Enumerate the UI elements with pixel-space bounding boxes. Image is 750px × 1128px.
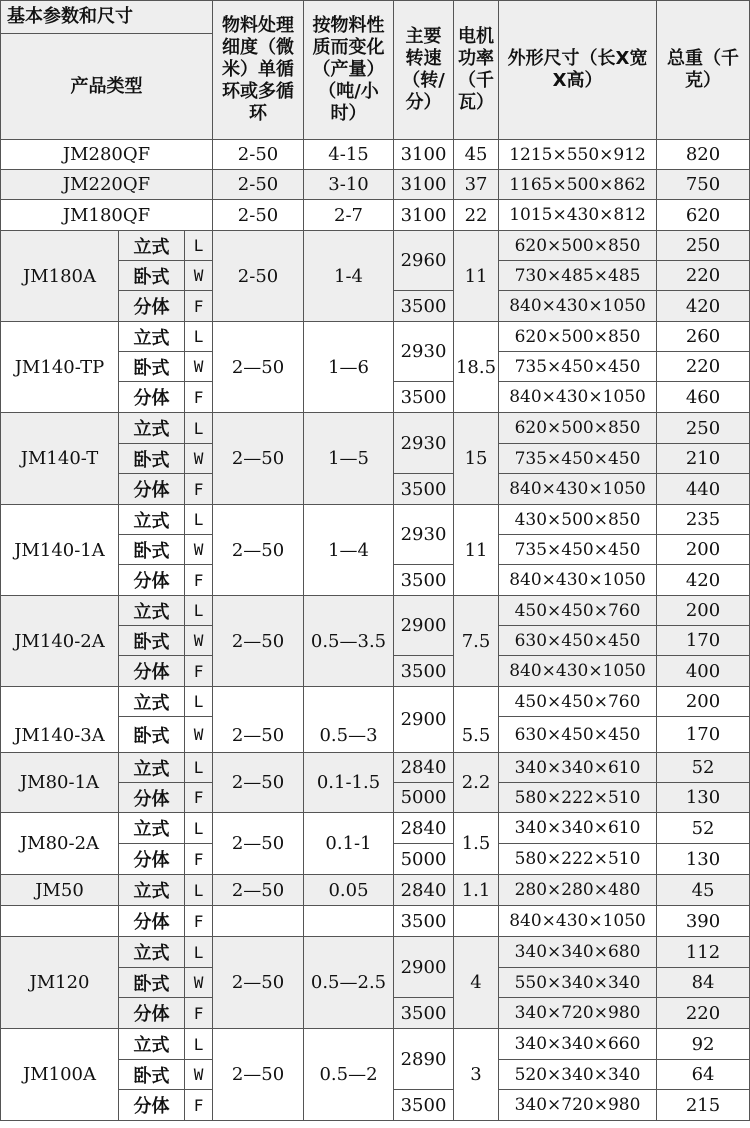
- fineness-value: 2-50: [213, 170, 304, 200]
- weight-value: 200: [657, 596, 750, 626]
- table-row: [1, 596, 750, 626]
- power-value: 4: [454, 937, 499, 1029]
- fineness-value: 2—50: [213, 753, 304, 813]
- capacity-value: 2-7: [304, 200, 394, 231]
- table-row: [1, 753, 750, 783]
- power-header: 电机功率（千瓦）: [454, 1, 499, 140]
- dimensions-value: 450×450×760: [499, 596, 657, 626]
- mode-label: 分体: [119, 783, 185, 813]
- power-value: 11: [454, 231, 499, 322]
- speed-value: 2840: [394, 813, 454, 844]
- mode-code: L: [185, 505, 213, 535]
- speed-value: 3500: [394, 656, 454, 687]
- fineness-value: 2—50: [213, 596, 304, 687]
- capacity-value: 0.1-1: [304, 813, 394, 875]
- speed-value: 2930: [394, 413, 454, 474]
- table-row: [1, 170, 750, 200]
- dimensions-value: 630×450×450: [499, 626, 657, 656]
- weight-value: 250: [657, 231, 750, 261]
- fineness-value: 2—50: [213, 937, 304, 1029]
- speed-value: 3500: [394, 382, 454, 413]
- speed-value: 2890: [394, 1029, 454, 1090]
- weight-value: 170: [657, 717, 750, 753]
- mode-label: 立式: [119, 413, 185, 444]
- power-value: 7.5: [454, 596, 499, 687]
- weight-value: 170: [657, 626, 750, 656]
- weight-value: 220: [657, 998, 750, 1029]
- fineness-value: 2—50: [213, 322, 304, 413]
- speed-value: 2840: [394, 753, 454, 783]
- fineness-value: 2—50: [213, 813, 304, 875]
- speed-value: 2930: [394, 505, 454, 565]
- weight-value: 130: [657, 783, 750, 813]
- mode-code: W: [185, 535, 213, 565]
- product-model: JM80-1A: [1, 753, 119, 813]
- mode-code: L: [185, 753, 213, 783]
- speed-value: 2960: [394, 231, 454, 291]
- mode-code: F: [185, 382, 213, 413]
- mode-label: 卧式: [119, 717, 185, 753]
- weight-value: 460: [657, 382, 750, 413]
- mode-label: 立式: [119, 875, 185, 906]
- speed-value: 3500: [394, 906, 454, 937]
- dimensions-value: 430×500×850: [499, 505, 657, 535]
- weight-value: 64: [657, 1060, 750, 1090]
- capacity-value: 0.5—3.5: [304, 596, 394, 687]
- dimensions-value: 735×450×450: [499, 352, 657, 382]
- mode-code: F: [185, 1090, 213, 1121]
- mode-code: L: [185, 596, 213, 626]
- dimensions-value: 620×500×850: [499, 322, 657, 352]
- capacity-value: 1—5: [304, 413, 394, 505]
- speed-value: 2930: [394, 322, 454, 382]
- dimensions-value: 735×450×450: [499, 444, 657, 474]
- mode-label: 分体: [119, 565, 185, 596]
- product-model: JM120: [1, 937, 119, 1029]
- weight-value: 220: [657, 261, 750, 291]
- mode-code: W: [185, 261, 213, 291]
- power-value: 5.5: [454, 687, 499, 753]
- dimensions-value: 620×500×850: [499, 413, 657, 444]
- mode-label: 立式: [119, 231, 185, 261]
- speed-value: 2840: [394, 875, 454, 906]
- power-value: 45: [454, 140, 499, 170]
- capacity-value: 0.5—2: [304, 1029, 394, 1121]
- fineness-value: 2-50: [213, 200, 304, 231]
- dimensions-value: 1165×500×862: [499, 170, 657, 200]
- mode-code: W: [185, 352, 213, 382]
- mode-label: 分体: [119, 1090, 185, 1121]
- table-row: [1, 200, 750, 231]
- mode-label: 立式: [119, 937, 185, 968]
- speed-value: 2900: [394, 937, 454, 998]
- weight-value: 200: [657, 535, 750, 565]
- mode-label: 立式: [119, 1029, 185, 1060]
- weight-value: 750: [657, 170, 750, 200]
- dimensions-value: 280×280×480: [499, 875, 657, 906]
- speed-value: 3100: [394, 140, 454, 170]
- mode-label: 卧式: [119, 968, 185, 998]
- mode-code: F: [185, 998, 213, 1029]
- table-row: [1, 1029, 750, 1060]
- capacity-value: 1-4: [304, 231, 394, 322]
- weight-value: 200: [657, 687, 750, 717]
- capacity-value: 0.1-1.5: [304, 753, 394, 813]
- mode-label: 立式: [119, 813, 185, 844]
- weight-value: 235: [657, 505, 750, 535]
- mode-label: 立式: [119, 687, 185, 717]
- speed-value: 5000: [394, 844, 454, 875]
- weight-value: 52: [657, 753, 750, 783]
- mode-code: L: [185, 937, 213, 968]
- mode-code: W: [185, 444, 213, 474]
- table-row: [1, 505, 750, 535]
- mode-code: W: [185, 968, 213, 998]
- product-model: JM140-2A: [1, 596, 119, 687]
- dimensions-value: 340×340×610: [499, 753, 657, 783]
- dimensions-value: 550×340×340: [499, 968, 657, 998]
- weight-value: 215: [657, 1090, 750, 1121]
- weight-value: 250: [657, 413, 750, 444]
- fineness-value: 2—50: [213, 505, 304, 596]
- power-empty: [454, 906, 499, 937]
- product-type-header: 产品类型: [1, 34, 213, 140]
- capacity-value: 1—6: [304, 322, 394, 413]
- dimensions-value: 340×340×680: [499, 937, 657, 968]
- power-value: 11: [454, 505, 499, 596]
- speed-value: 3500: [394, 474, 454, 505]
- fineness-value: 2—50: [213, 1029, 304, 1121]
- dimensions-value: 580×222×510: [499, 844, 657, 875]
- mode-code: L: [185, 413, 213, 444]
- mode-code: F: [185, 291, 213, 322]
- mode-label: 卧式: [119, 261, 185, 291]
- dimensions-value: 450×450×760: [499, 687, 657, 717]
- weight-value: 390: [657, 906, 750, 937]
- weight-value: 620: [657, 200, 750, 231]
- mode-code: W: [185, 1060, 213, 1090]
- mode-code: L: [185, 813, 213, 844]
- dimensions-value: 580×222×510: [499, 783, 657, 813]
- speed-value: 2900: [394, 687, 454, 753]
- mode-code: L: [185, 1029, 213, 1060]
- capacity-value: 3-10: [304, 170, 394, 200]
- power-value: 1.5: [454, 813, 499, 875]
- power-value: 2.2: [454, 753, 499, 813]
- dimensions-value: 340×340×660: [499, 1029, 657, 1060]
- dimensions-value: 340×720×980: [499, 1090, 657, 1121]
- dimensions-value: 1215×550×912: [499, 140, 657, 170]
- product-model: JM50: [1, 875, 119, 906]
- fineness-value: 2—50: [213, 413, 304, 505]
- fineness-value: 2—50: [213, 687, 304, 753]
- product-model: JM80-2A: [1, 813, 119, 875]
- dimensions-value: 520×340×340: [499, 1060, 657, 1090]
- capacity-empty: [304, 906, 394, 937]
- mode-label: 卧式: [119, 626, 185, 656]
- speed-value: 5000: [394, 783, 454, 813]
- mode-code: L: [185, 875, 213, 906]
- mode-label: 分体: [119, 906, 185, 937]
- speed-value: 3100: [394, 170, 454, 200]
- product-model: JM180QF: [1, 200, 213, 231]
- table-row: [1, 413, 750, 444]
- mode-label: 分体: [119, 474, 185, 505]
- table-row: [1, 140, 750, 170]
- mode-code: F: [185, 656, 213, 687]
- mode-code: W: [185, 626, 213, 656]
- dimensions-value: 735×450×450: [499, 535, 657, 565]
- dimensions-value: 840×430×1050: [499, 382, 657, 413]
- dimensions-value: 630×450×450: [499, 717, 657, 753]
- mode-label: 分体: [119, 998, 185, 1029]
- power-value: 1.1: [454, 875, 499, 906]
- capacity-value: 0.05: [304, 875, 394, 906]
- product-model: JM180A: [1, 231, 119, 322]
- dimensions-value: 620×500×850: [499, 231, 657, 261]
- capacity-value: 1—4: [304, 505, 394, 596]
- fineness-value: 2-50: [213, 231, 304, 322]
- speed-header: 主要转速（转/分）: [394, 1, 454, 140]
- basic-params-header: 基本参数和尺寸: [1, 1, 213, 34]
- mode-code: F: [185, 474, 213, 505]
- weight-value: 260: [657, 322, 750, 352]
- table-row: [1, 231, 750, 261]
- product-model: JM100A: [1, 1029, 119, 1121]
- power-value: 18.5: [454, 322, 499, 413]
- dimensions-value: 840×430×1050: [499, 906, 657, 937]
- weight-value: 400: [657, 656, 750, 687]
- weight-value: 220: [657, 352, 750, 382]
- mode-label: 分体: [119, 656, 185, 687]
- mode-code: W: [185, 717, 213, 753]
- product-model: JM140-1A: [1, 505, 119, 596]
- fineness-empty: [213, 906, 304, 937]
- product-model: JM140-TP: [1, 322, 119, 413]
- table-row: [1, 813, 750, 844]
- weight-value: 210: [657, 444, 750, 474]
- power-value: 3: [454, 1029, 499, 1121]
- fineness-value: 2-50: [213, 140, 304, 170]
- product-model: JM140-3A: [1, 687, 119, 753]
- mode-code: L: [185, 687, 213, 717]
- mode-label: 卧式: [119, 352, 185, 382]
- speed-value: 2900: [394, 596, 454, 656]
- mode-label: 立式: [119, 322, 185, 352]
- mode-code: F: [185, 906, 213, 937]
- dimensions-value: 840×430×1050: [499, 565, 657, 596]
- capacity-value: 0.5—3: [304, 687, 394, 753]
- fineness-header: 物料处理细度（微米）单循环或多循环: [213, 1, 304, 140]
- fineness-value: 2—50: [213, 875, 304, 906]
- speed-value: 3500: [394, 998, 454, 1029]
- mode-label: 立式: [119, 753, 185, 783]
- dimensions-value: 1015×430×812: [499, 200, 657, 231]
- mode-code: F: [185, 844, 213, 875]
- weight-value: 420: [657, 565, 750, 596]
- dimensions-value: 840×430×1050: [499, 656, 657, 687]
- capacity-value: 0.5—2.5: [304, 937, 394, 1029]
- power-value: 37: [454, 170, 499, 200]
- mode-code: L: [185, 231, 213, 261]
- mode-code: L: [185, 322, 213, 352]
- capacity-value: 4-15: [304, 140, 394, 170]
- mode-label: 卧式: [119, 444, 185, 474]
- table-row: [1, 875, 750, 906]
- product-model: JM280QF: [1, 140, 213, 170]
- product-model: JM220QF: [1, 170, 213, 200]
- mode-label: 分体: [119, 844, 185, 875]
- weight-value: 112: [657, 937, 750, 968]
- dimensions-value: 340×720×980: [499, 998, 657, 1029]
- weight-value: 820: [657, 140, 750, 170]
- speed-value: 3500: [394, 565, 454, 596]
- weight-value: 420: [657, 291, 750, 322]
- mode-label: 分体: [119, 291, 185, 322]
- speed-value: 3500: [394, 1090, 454, 1121]
- weight-value: 440: [657, 474, 750, 505]
- power-value: 22: [454, 200, 499, 231]
- dimensions-value: 340×340×610: [499, 813, 657, 844]
- mode-code: F: [185, 565, 213, 596]
- mode-label: 卧式: [119, 535, 185, 565]
- dimensions-header: 外形尺寸（长X宽X高）: [499, 1, 657, 140]
- capacity-header: 按物料性质而变化（产量）（吨/小时）: [304, 1, 394, 140]
- weight-value: 92: [657, 1029, 750, 1060]
- table-row: [1, 322, 750, 352]
- mode-label: 立式: [119, 505, 185, 535]
- table-row: [1, 687, 750, 717]
- dimensions-value: 730×485×485: [499, 261, 657, 291]
- weight-value: 84: [657, 968, 750, 998]
- header-row: [1, 1, 750, 34]
- mode-label: 卧式: [119, 1060, 185, 1090]
- mode-code: F: [185, 783, 213, 813]
- mode-label: 立式: [119, 596, 185, 626]
- weight-value: 45: [657, 875, 750, 906]
- weight-header: 总重（千克）: [657, 1, 750, 140]
- dimensions-value: 840×430×1050: [499, 474, 657, 505]
- power-value: 15: [454, 413, 499, 505]
- table-row: [1, 937, 750, 968]
- speed-value: 3100: [394, 200, 454, 231]
- weight-value: 52: [657, 813, 750, 844]
- product-model: JM140-T: [1, 413, 119, 505]
- product-model-empty: [1, 906, 119, 937]
- speed-value: 3500: [394, 291, 454, 322]
- table-row: [1, 906, 750, 937]
- mode-label: 分体: [119, 382, 185, 413]
- dimensions-value: 840×430×1050: [499, 291, 657, 322]
- weight-value: 130: [657, 844, 750, 875]
